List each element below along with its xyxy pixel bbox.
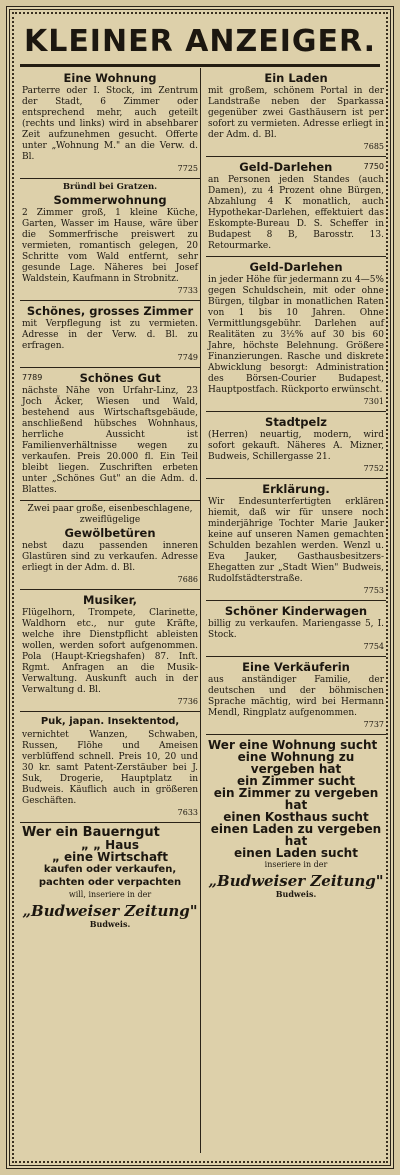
ad-heading: Sommerwohnung bbox=[53, 193, 167, 207]
promo-line: ein Zimmer zu vergeben hat bbox=[213, 786, 379, 812]
ad-zimmer bbox=[20, 301, 200, 368]
paper-city: Budweis. bbox=[89, 919, 131, 929]
ad-code: 7737 bbox=[363, 720, 384, 729]
ad-heading: Eine Verkäuferin bbox=[242, 660, 350, 674]
paper-name: „Budweiser Zeitung" bbox=[208, 872, 384, 890]
ad-gut bbox=[20, 368, 200, 501]
ad-heading: 7789 Schönes Gut bbox=[22, 371, 161, 385]
ad-body: in jeder Höhe für jedermann zu 4—5% gegen Schuldschein, mit oder ohne Bürgen, tilgbar in monatlichen Raten von 1 bis 10 Jahren. Ohne Vermittlungsgebühr. Darlehen auf Realitäten zu 3½% auf 30 bis 60 Jahre, höchste Belehnung. Größere Finanzierungen. Rasche und diskrete Abwicklung besorgt: Administration des Börsen-Courier Budapest, Hauptpostfach. Rückporto erwünscht. bbox=[208, 275, 384, 395]
promo-line: einen Kosthaus sucht bbox=[223, 810, 369, 824]
masthead bbox=[20, 20, 380, 67]
promo-line: Wer ein Bauerngut bbox=[22, 825, 160, 840]
promo-line: einen Laden zu vergeben hat bbox=[210, 822, 382, 848]
ad-heading: Schöner Kinderwagen bbox=[224, 604, 368, 618]
ad-sommerwohnung bbox=[20, 179, 200, 301]
ad-code: 7685 bbox=[363, 142, 384, 151]
promo-line: „ „ Haus bbox=[81, 838, 139, 852]
ad-kicker: Zwei paar große, eisenbeschlagene, zweiflügelige bbox=[27, 504, 193, 525]
ad-code: 7686 bbox=[177, 575, 198, 584]
ad-laden bbox=[206, 68, 386, 157]
ad-heading: Geld-Darlehen bbox=[249, 260, 343, 274]
promo-line: eine Wohnung zu vergeben hat bbox=[237, 750, 355, 776]
ad-heading: Erklärung. bbox=[262, 482, 330, 496]
promo-line: will, inseriere in der bbox=[68, 890, 152, 899]
paper-name: „Budweiser Zeitung" bbox=[22, 902, 198, 920]
ad-musiker bbox=[20, 590, 200, 712]
ad-code: 7754 bbox=[363, 642, 384, 651]
ad-body: Parterre oder I. Stock, im Zentrum der Stadt, 6 Zimmer oder entsprechend mehr, auch geteilt (rechts und links) wird in absehbarer Zeit aufzunehmen gesucht. Offerte unter „Wohnung M." an die Verw. d. Bl. bbox=[22, 86, 198, 162]
promo-bauerngut bbox=[20, 823, 200, 934]
ad-body: an Personen jeden Standes (auch Damen), zu 4 Prozent ohne Bürgen, Abzahlung 4 K monatlich, auch Hypothekar-Darlehen, effektuiert das Eskompte-Bureau D. S. Scheffer in Budapest 8 B, Barosstr. 13. Retourmarke. bbox=[208, 175, 384, 251]
promo-line: einen Laden sucht bbox=[234, 846, 358, 860]
ad-wohnung bbox=[20, 68, 200, 179]
ad-code: 7750 bbox=[363, 162, 384, 171]
ad-heading: Geld-Darlehen 7750 bbox=[239, 160, 384, 174]
ad-stadtpelz bbox=[206, 412, 386, 479]
ad-code: 7736 bbox=[177, 697, 198, 706]
ad-code: 7301 bbox=[363, 397, 384, 406]
page-title: KLEINER ANZEIGER. bbox=[23, 24, 377, 59]
ad-body: billig zu verkaufen. Mariengasse 5, I. Stock. bbox=[208, 619, 384, 640]
ad-erklaerung bbox=[206, 479, 386, 601]
right-column bbox=[206, 68, 386, 1153]
ad-body: mit Verpflegung ist zu vermieten. Adresse in der Verw. d. Bl. zu erfragen. bbox=[22, 319, 198, 351]
ad-body: (Herren) neuartig, modern, wird sofort gekauft. Näheres A. Mizner, Budweis, Schillergasse 21. bbox=[208, 430, 384, 462]
left-column bbox=[20, 68, 200, 1153]
ad-heading: Stadtpelz bbox=[265, 415, 327, 429]
ad-heading: Ein Laden bbox=[264, 71, 328, 85]
promo-line: Wer eine Wohnung sucht bbox=[208, 738, 378, 752]
newspaper-page bbox=[6, 6, 394, 1169]
promo-line: „ eine Wirtschaft bbox=[51, 850, 169, 864]
ad-insektentod bbox=[20, 712, 200, 823]
ad-body: mit großem, schönem Portal in der Landstraße neben der Sparkassa gegenüber zwei Gasthäusern ist per sofort zu vermieten. Adresse erliegt in der Adm. d. Bl. bbox=[208, 86, 384, 140]
ad-code: 7725 bbox=[177, 164, 198, 173]
ad-code: 7753 bbox=[363, 586, 384, 595]
ad-code: 7789 bbox=[22, 373, 43, 382]
ad-body: nächste Nähe von Urfahr-Linz, 23 Joch Äcker, Wiesen und Wald, bestehend aus Wirtschaftsgebäude, anschließend hübsches Wohnhaus, herrliche Aussicht ist Familienverhältnisse wegen zu verkaufen. Preis 20.000 fl. Ein Teil bleibt liegen. Zuschriften erbeten unter „Schönes Gut" an die Adm. d. Blattes. bbox=[22, 386, 198, 495]
ad-kicker: Bründl bei Gratzen. bbox=[62, 182, 158, 192]
ad-body: Wir Endesunterfertigten erklären hiemit, daß wir für unsere noch minderjährige Tochter Marie Jauker keine auf unseren Namen gemachten Schulden bezahlen werden. Wenzl u. Eva Jauker, Gasthausbesitzers-Ehegatten zur „Stadt Wien" Budweis, Rudolfstädterstraße. bbox=[208, 497, 384, 584]
ad-code: 7733 bbox=[177, 286, 198, 295]
ad-heading: Gewölbetüren bbox=[64, 526, 156, 540]
ad-body: nebst dazu passenden inneren Glastüren sind zu verkaufen. Adresse erliegt in der Adm. d. Bl. bbox=[22, 541, 198, 573]
ad-body: aus anständiger Familie, der deutschen und der böhmischen Sprache mächtig, wird bei Hermann Mendl, Ringplatz aufgenommen. bbox=[208, 675, 384, 718]
ad-code: 7752 bbox=[363, 464, 384, 473]
ad-heading: Schönes, grosses Zimmer bbox=[26, 304, 194, 318]
ad-body: vernichtet Wanzen, Schwaben, Russen, Flöhe und Ameisen verblüffend schnell. Preis 10, 20 und 30 kr. samt Patent-Zerstäuber bei J. Suk, Drogerie, Hauptplatz in Budweis. Käuflich auch in größeren Geschäften. bbox=[22, 730, 198, 806]
promo-line: inseriere in der bbox=[264, 860, 328, 869]
ad-heading: Eine Wohnung bbox=[63, 71, 157, 85]
ad-verkaeuferin bbox=[206, 657, 386, 735]
promo-line: kaufen oder verkaufen, pachten oder verpachten bbox=[38, 864, 182, 888]
ad-body: Flügelhorn, Trompete, Clarinette, Waldhorn etc., nur gute Kräfte, welche ihre Dienstpflicht ableisten wollen, werden sofort aufgenommen. Pola (Haupt-Kriegshafen) 87. Inft. Rgmt. Anfragen an die Musik-Verwaltung. Auskunft auch in der Verwaltung d. Bl. bbox=[22, 608, 198, 695]
ad-code: 7749 bbox=[177, 353, 198, 362]
ad-geld-darlehen-1 bbox=[206, 157, 386, 257]
ad-geld-darlehen-2 bbox=[206, 257, 386, 412]
paper-city: Budweis. bbox=[275, 889, 317, 899]
ad-body: 2 Zimmer groß, 1 kleine Küche, Garten, Wasser im Hause, wäre über die Sommerfrische preiswert zu vermieten, romantisch gelegen, 20 Schritte vom Wald entfernt, sehr gesunde Lage. Näheres bei Josef Waldstein, Kaufmann in Strobnitz. bbox=[22, 208, 198, 284]
column-divider bbox=[200, 68, 201, 1153]
promo-line: ein Zimmer sucht bbox=[236, 774, 356, 788]
ad-heading: Puk, japan. Insektentod, bbox=[40, 716, 180, 727]
ad-kinderwagen bbox=[206, 601, 386, 657]
promo-wohnung bbox=[206, 735, 386, 904]
ad-gewoelbetueren bbox=[20, 501, 200, 590]
ad-heading: Musiker, bbox=[83, 593, 137, 607]
ad-code: 7633 bbox=[177, 808, 198, 817]
